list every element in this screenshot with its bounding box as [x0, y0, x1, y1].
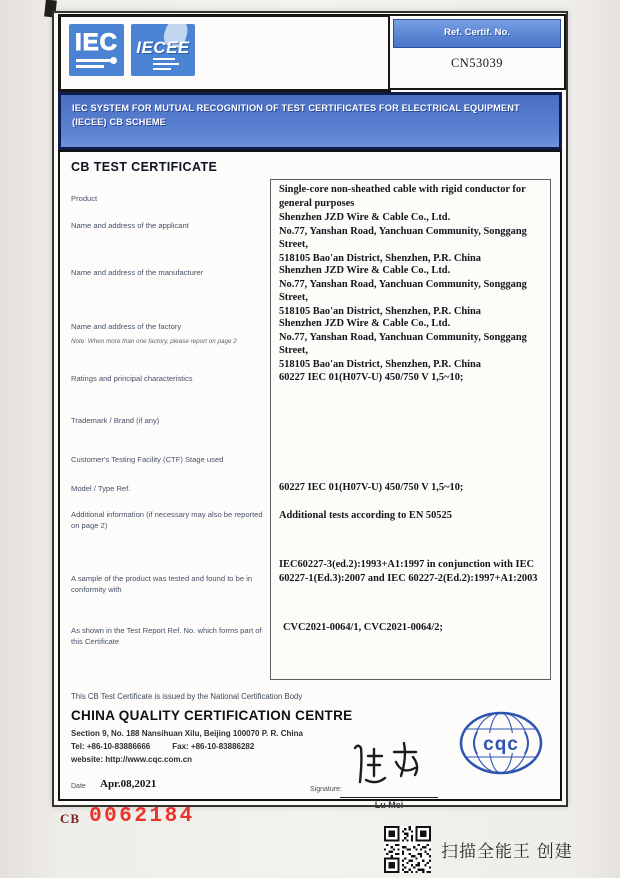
ncb-website: website: http://www.cqc.com.cn — [71, 755, 193, 764]
ref-certif-number: CN53039 — [450, 56, 504, 70]
ncb-name: CHINA QUALITY CERTIFICATION CENTRE — [71, 708, 353, 723]
values-box — [270, 179, 551, 680]
cb-serial-number: 0062184 — [89, 805, 195, 828]
value-ratings: 60227 IEC 01(H07V-U) 450/750 V 1,5~10; — [279, 372, 464, 383]
factory-address-1: No.77, Yanshan Road, Yanchuan Community, Songgang Street, — [279, 331, 527, 357]
certificate-body — [58, 150, 562, 810]
ncb-tel: Tel: +86-10-83886666 — [71, 742, 151, 751]
qr-code-icon — [384, 826, 431, 873]
iec-logo-icon — [69, 24, 124, 76]
signatory-name: Lu Mei — [374, 800, 404, 810]
label-applicant: Name and address of the applicant — [71, 221, 189, 230]
value-manufacturer — [279, 264, 543, 319]
value-additional-info: Additional tests according to EN 50525 — [279, 510, 452, 521]
label-manufacturer: Name and address of the manufacturer — [71, 268, 204, 277]
date-label: Date — [71, 783, 86, 790]
factory-company: Shenzhen JZD Wire & Cable Co., Ltd. — [279, 318, 451, 329]
signature-handwriting — [346, 736, 430, 794]
applicant-address-1: No.77, Yanshan Road, Yanchuan Community, Songgang Street, — [279, 225, 527, 251]
value-conformity: IEC60227-3(ed.2):1993+A1:1997 in conjunction with IEC 60227-1(Ed.3):2007 and IEC 60227-2(Ed.2):1997+A1:2003 — [279, 559, 538, 584]
ref-certif-box — [388, 14, 566, 90]
cqc-logo-icon — [458, 710, 544, 776]
ncb-telfax — [71, 742, 276, 751]
certificate-title: CB TEST CERTIFICATE — [71, 160, 218, 174]
iecee-logo-icon — [131, 24, 195, 76]
label-test-report: As shown in the Test Report Ref. No. which forms part of this Certificate — [71, 626, 262, 646]
ncb-fax: Fax: +86-10-83886282 — [172, 742, 255, 751]
issued-by-statement: This CB Test Certificate is issued by the National Certification Body — [71, 692, 303, 701]
value-factory — [279, 317, 543, 372]
value-model: 60227 IEC 01(H07V-U) 450/750 V 1,5~10; — [279, 482, 464, 493]
cqc-logo-text: cqc — [483, 734, 519, 755]
scheme-banner: IEC SYSTEM FOR MUTUAL RECOGNITION OF TEST CERTIFICATES FOR ELECTRICAL EQUIPMENT (IECEE) CB SCHEME — [58, 92, 562, 150]
label-model: Model / Type Ref. — [71, 484, 131, 493]
logo-box — [58, 14, 391, 92]
cb-prefix: CB — [60, 811, 81, 826]
manufacturer-address-1: No.77, Yanshan Road, Yanchuan Community, Songgang Street, — [279, 278, 527, 304]
signature-label: Signature: — [310, 786, 342, 793]
signature-line — [340, 797, 438, 798]
cb-serial-stamp — [60, 806, 195, 827]
value-applicant — [279, 211, 543, 266]
value-test-report: CVC2021-0064/1, CVC2021-0064/2; — [283, 622, 443, 633]
factory-address-2: 518105 Bao'an District, Shenzhen, P.R. China — [279, 359, 481, 371]
applicant-company: Shenzhen JZD Wire & Cable Co., Ltd. — [279, 212, 451, 223]
label-factory: Name and address of the factory — [71, 322, 182, 331]
ref-certif-label: Ref. Certif. No. — [393, 19, 561, 48]
applicant-address-2: 518105 Bao'an District, Shenzhen, P.R. China — [279, 253, 481, 265]
label-ratings: Ratings and principal characteristics — [71, 374, 193, 383]
iecee-logo-text: IECEE — [136, 38, 190, 57]
manufacturer-company: Shenzhen JZD Wire & Cable Co., Ltd. — [279, 265, 451, 276]
factory-note: Note: When more than one factory, please report on page 2 — [71, 338, 237, 345]
manufacturer-address-2: 518105 Bao'an District, Shenzhen, P.R. China — [279, 306, 481, 318]
label-conformity: A sample of the product was tested and found to be in conformity with — [71, 574, 253, 594]
value-product: Single-core non-sheathed cable with rigid conductor for general purposes — [279, 184, 526, 209]
date-value: Apr.08,2021 — [100, 778, 157, 790]
label-ctf: Customer's Testing Facility (CTF) Stage used — [71, 455, 224, 464]
ncb-address: Section 9, No. 188 Nansihuan Xilu, Beijing 100070 P. R. China — [71, 729, 303, 738]
scanner-watermark — [384, 826, 573, 873]
scanner-app-text: 扫描全能王 创建 — [441, 842, 573, 861]
label-additional-info: Additional information (if necessary may also be reported on page 2) — [71, 510, 263, 530]
iec-logo-text: IEC — [74, 29, 118, 56]
label-trademark: Trademark / Brand (if any) — [71, 416, 160, 425]
label-product: Product — [71, 194, 98, 203]
